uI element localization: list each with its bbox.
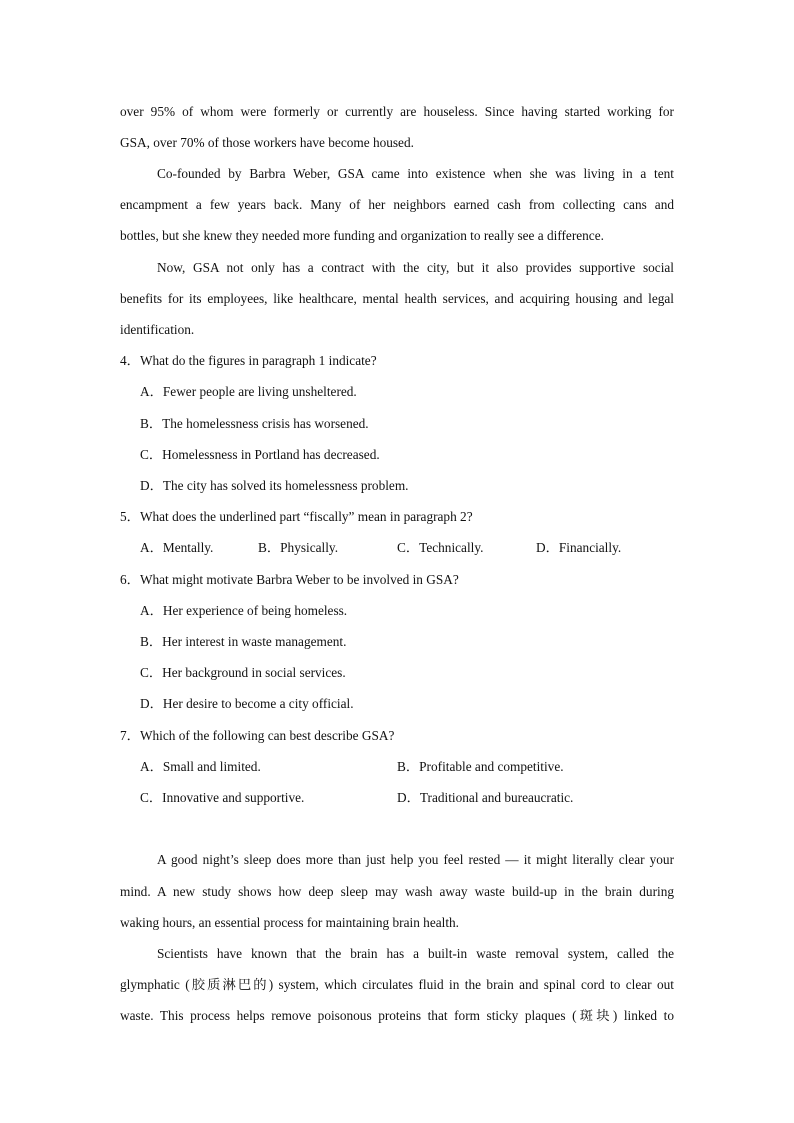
passage1-p2-line1: Co-founded by Barbra Weber, GSA came into existence when she was living in a tent [157,166,674,181]
passage2-p2-line1: Scientists have known that the brain has a built-in waste removal system, called the [157,946,674,961]
question-5-option-a: A．Mentally. [140,540,214,555]
question-5-option-c: C．Technically. [397,540,484,555]
question-7-option-b: B．Profitable and competitive. [397,759,564,774]
question-6-option-c: C．Her background in social services. [140,665,346,680]
question-6-option-a: A．Her experience of being homeless. [140,603,348,618]
passage1-p3-line2: benefits for its employees, like healthcare, mental health services, and acquiring housing and legal [120,291,674,306]
passage2-p1-line2: mind. A new study shows how deep sleep may wash away waste build-up in the brain during [120,884,674,899]
question-7-option-c: C．Innovative and supportive. [140,790,305,805]
question-5-stem: 5．What does the underlined part “fiscally” mean in paragraph 2? [120,509,473,524]
question-6-stem: 6．What might motivate Barbra Weber to be involved in GSA? [120,572,459,587]
passage1-p2-line3: bottles, but she knew they needed more funding and organization to really see a difference. [120,228,604,243]
question-7-option-d: D．Traditional and bureaucratic. [397,790,574,805]
passage2-p2-line2: glymphatic (胶质淋巴的) system, which circulates fluid in the brain and spinal cord to clear out [120,977,674,992]
question-7-stem: 7．Which of the following can best describe GSA? [120,728,395,743]
question-6-option-b: B．Her interest in waste management. [140,634,347,649]
passage1-p1-line2: GSA, over 70% of those workers have become housed. [120,135,414,150]
question-4-option-b: B．The homelessness crisis has worsened. [140,416,369,431]
question-6-option-d: D．Her desire to become a city official. [140,696,354,711]
passage1-p1-line1: over 95% of whom were formerly or currently are houseless. Since having started working for [120,104,674,119]
question-7-option-a: A．Small and limited. [140,759,261,774]
passage1-p2-line2: encampment a few years back. Many of her neighbors earned cash from collecting cans and [120,197,674,212]
question-4-stem: 4．What do the figures in paragraph 1 indicate? [120,353,377,368]
question-4-option-d: D．The city has solved its homelessness problem. [140,478,409,493]
passage2-p1-line1: A good night’s sleep does more than just help you feel rested — it might literally clear your [157,852,674,867]
question-5-option-d: D．Financially. [536,540,622,555]
passage2-p2-line3: waste. This process helps remove poisonous proteins that form sticky plaques (斑块) linked to [120,1008,674,1023]
question-4-option-a: A．Fewer people are living unsheltered. [140,384,357,399]
passage2-p1-line3: waking hours, an essential process for maintaining brain health. [120,915,459,930]
passage1-p3-line1: Now, GSA not only has a contract with the city, but it also provides supportive social [157,260,674,275]
question-4-option-c: C．Homelessness in Portland has decreased. [140,447,380,462]
question-5-option-b: B．Physically. [258,540,339,555]
passage1-p3-line3: identification. [120,322,195,337]
